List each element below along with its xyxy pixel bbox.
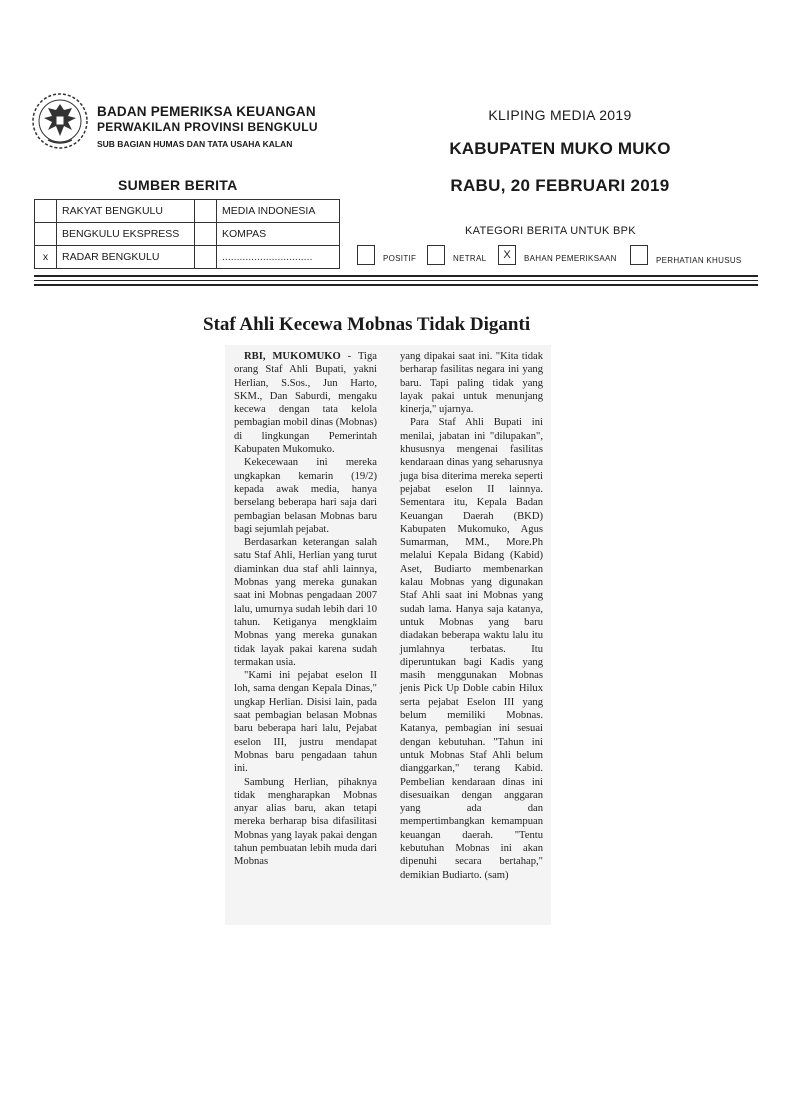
article-paragraph: Sambung Herlian, pihaknya tidak mengharapkan Mobnas anyar alias baru, akan tetapi mereka berharap bisa difasilitasi Mobnas yang layak pakai dengan tahun pembuatan lebih muda dari Mobnas	[234, 776, 377, 868]
category-label-positif: POSITIF	[383, 254, 417, 263]
article-dateline: RBI, MUKOMUKO	[244, 351, 341, 362]
category-label-bahan-pemeriksaan: BAHAN PEMERIKSAAN	[524, 254, 617, 263]
regency-title: KABUPATEN MUKO MUKO	[449, 139, 671, 158]
source-name: KOMPAS	[217, 223, 340, 246]
source-name: RAKYAT BENGKULU	[57, 200, 195, 223]
clipping-header	[420, 106, 700, 196]
article-column-1	[234, 350, 377, 869]
organization-block	[97, 104, 357, 151]
category-checkbox-netral	[427, 245, 445, 265]
bpk-garuda-logo	[30, 90, 90, 152]
category-checkbox-perhatian-khusus	[630, 245, 648, 265]
article-paragraph: Kekecewaan ini mereka ungkapkan kemarin (19/2) kepada awak media, hanya berselang beberapa hari saja dari pembagian belasan Mobnas baru bagi sejumlah pejabat.	[234, 457, 377, 535]
source-checkbox	[195, 200, 217, 223]
source-row	[35, 223, 340, 246]
category-label-netral: NETRAL	[453, 254, 487, 263]
divider-rule	[34, 275, 758, 277]
category-label-perhatian-khusus: PERHATIAN KHUSUS	[656, 256, 742, 265]
source-table	[34, 199, 340, 269]
source-name: MEDIA INDONESIA	[217, 200, 340, 223]
source-checkbox	[35, 223, 57, 246]
article-paragraph: "Kami ini pejabat eselon II loh, sama dengan Kepala Dinas," ungkap Herlian. Disisi lain, pada saat pembagian belasan Mobnas baru beberapa hari lalu, Pejabat eselon III, justru mendapat Mobnas baru pengadaan tahun ini.	[234, 670, 377, 775]
source-checkbox	[195, 223, 217, 246]
clipping-title: KLIPING MEDIA 2019	[488, 107, 632, 123]
source-row	[35, 200, 340, 223]
source-row	[35, 246, 340, 269]
source-checkbox: x	[35, 246, 57, 269]
source-name: BENGKULU EKSPRESS	[57, 223, 195, 246]
category-checkbox-bahan-pemeriksaan: X	[498, 245, 516, 265]
divider-rule	[34, 280, 758, 281]
article-paragraph: RBI, MUKOMUKO - Tiga orang Staf Ahli Bupati, yakni Herlian, S.Sos., Jun Harto, SKM., Dan Saburdi, mengaku kecewa dengan tata kelola pembagian mobil dinas (Mobnas) di lingkungan Pemerintah Kabupaten Mukomuko.	[234, 351, 377, 456]
article-column-2	[400, 350, 543, 882]
article-paragraph: yang dipakai saat ini. "Kita tidak berharap fasilitas negara ini yang baru. Tapi paling tidak yang layak pakai untuk menunjang kinerja," ujarnya.	[400, 351, 543, 416]
clipping-date: RABU, 20 FEBRUARI 2019	[450, 176, 670, 195]
category-checkbox-positif	[357, 245, 375, 265]
org-branch: PERWAKILAN PROVINSI BENGKULU	[97, 120, 318, 134]
source-checkbox	[195, 246, 217, 269]
article-headline: Staf Ahli Kecewa Mobnas Tidak Diganti	[203, 314, 531, 335]
source-checkbox	[35, 200, 57, 223]
org-subdivision: SUB BAGIAN HUMAS DAN TATA USAHA KALAN	[97, 139, 293, 149]
category-title: KATEGORI BERITA UNTUK BPK	[465, 225, 636, 237]
article-paragraph: Berdasarkan keterangan salah satu Staf Ahli, Herlian yang turut diaminkan dua staf ahli lainnya, Mobnas yang mereka gunakan saat ini Mobnas pengadaan 2007 lalu, umurnya sudah lebih dari 10 tahun. Ketiganya mengklaim Mobnas yang mereka gunakan tidak layak pakai karena sudah termakan usia.	[234, 537, 377, 668]
source-name-blank: ...............................	[217, 246, 340, 269]
source-title: SUMBER BERITA	[118, 177, 238, 193]
divider-rule	[34, 284, 758, 286]
source-name: RADAR BENGKULU	[57, 246, 195, 269]
article-paragraph: Para Staf Ahli Bupati ini menilai, jabatan ini "dilupakan", khususnya mengenai fasilitas kendaraan dinas yang seharusnya juga bisa diterima mereka seperti pejabat eselon II lainnya. Sementara itu, Kepala Badan Keuangan Daerah (BKD) Kabupaten Mukomuko, Agus Sumarman, MM., More.Ph melalui Kepala Bidang (Kabid) Aset, Budiarto membenarkan kalau Mobnas yang digunakan Staf Ahli saat ini Mobnas yang sudah lama. Hanya saja katanya, untuk Mobnas yang baru diadakan beberapa waktu lalu itu jumlahnya terbatas. Itu diperuntukan bagi Kadis yang masih menggunakan Mobnas jenis Pick Up Doble cabin Hilux serta pejabat Eselon III yang belum memiliki Mobnas. Katanya, pembagian ini sesuai dengan kebutuhan. "Tahun ini untuk Mobnas Staf Ahli belum dianggarkan," terang Kabid. Pembelian kendaraan dinas ini disesuaikan dengan anggaran yang ada dan mempertimbangkan kemampuan keuangan daerah. "Tentu kebutuhan Mobnas ini akan dipenuhi secara bertahap," demikian Budiarto. (sam)	[400, 417, 543, 881]
org-name: BADAN PEMERIKSA KEUANGAN	[97, 104, 316, 119]
